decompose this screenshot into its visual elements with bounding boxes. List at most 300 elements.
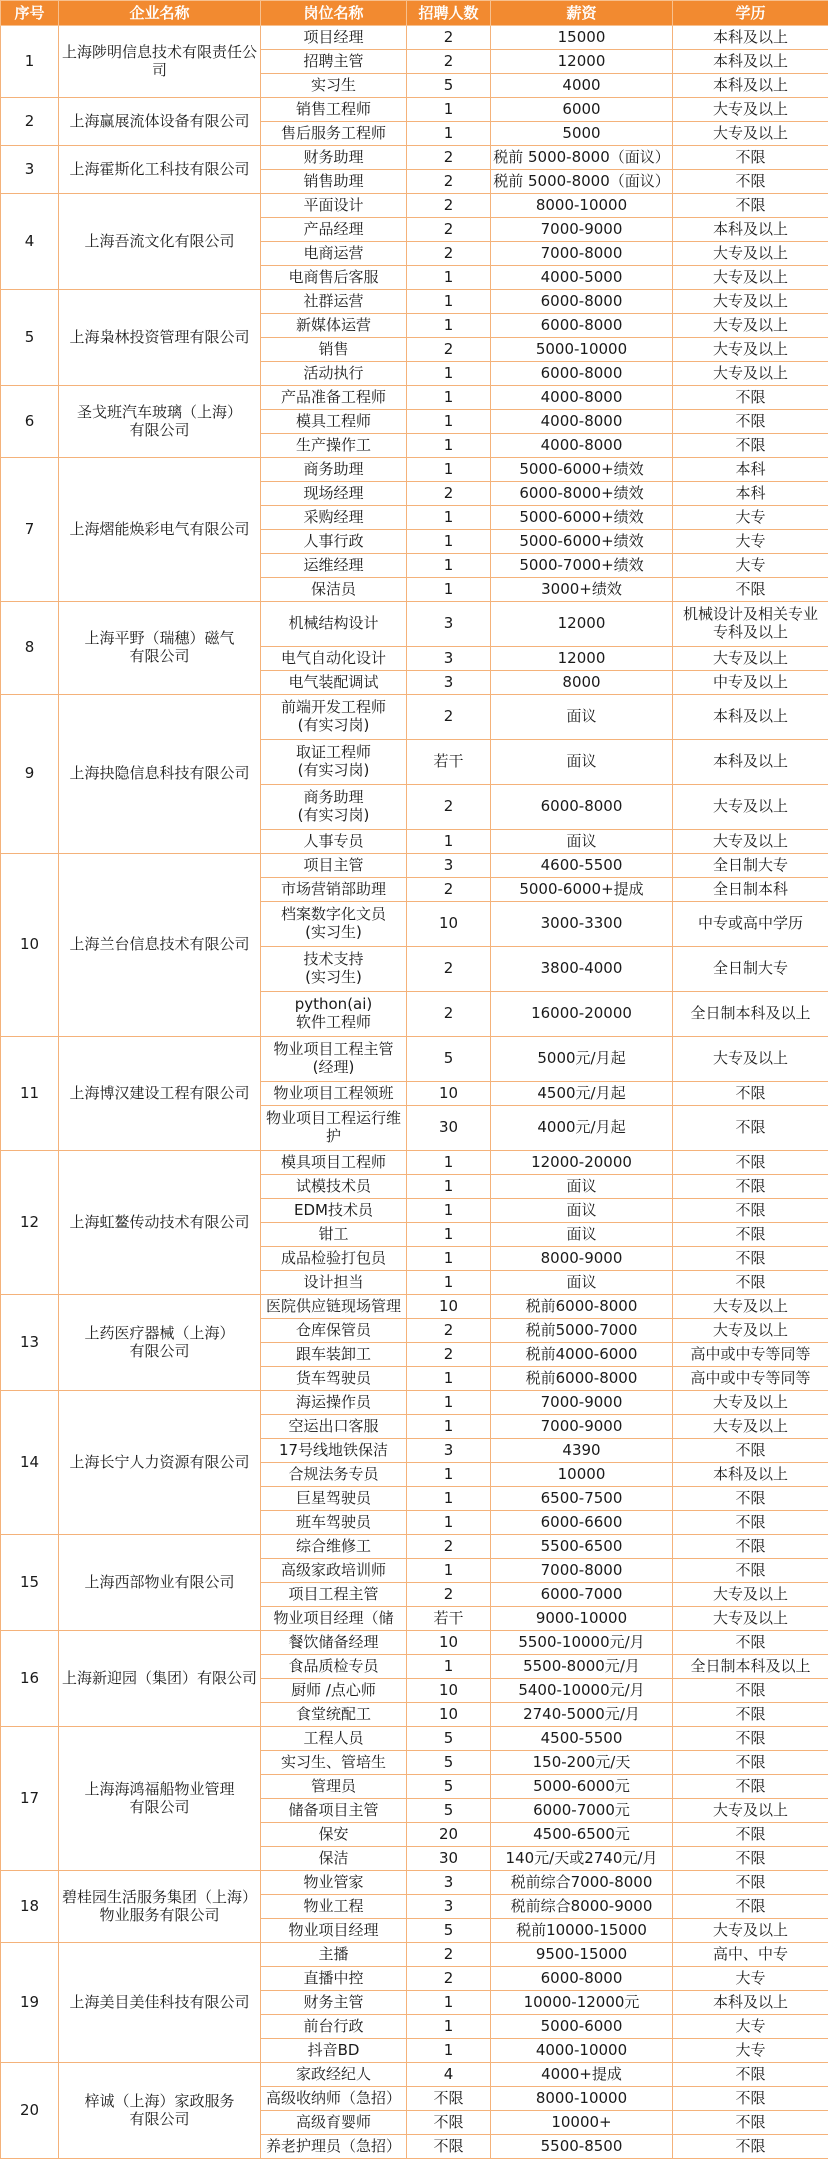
job-salary: 税前10000-15000 xyxy=(491,1919,673,1943)
job-headcount: 5 xyxy=(407,1037,491,1082)
job-position: 货车驾驶员 xyxy=(261,1367,407,1391)
job-salary: 9000-10000 xyxy=(491,1607,673,1631)
job-position: 人事行政 xyxy=(261,530,407,554)
job-position: 17号线地铁保洁 xyxy=(261,1439,407,1463)
header-row xyxy=(1,1,828,26)
job-headcount: 1 xyxy=(407,506,491,530)
company-number: 16 xyxy=(1,1631,59,1727)
company-name: 上海抉隐信息科技有限公司 xyxy=(59,695,261,854)
job-position: 厨师 /点心师 xyxy=(261,1679,407,1703)
company-name: 碧桂园生活服务集团（上海） 物业服务有限公司 xyxy=(59,1871,261,1943)
table-row xyxy=(1,146,828,170)
job-position: 商务助理 (有实习岗) xyxy=(261,785,407,830)
job-education: 不限 xyxy=(673,1439,828,1463)
job-headcount: 1 xyxy=(407,314,491,338)
job-headcount: 1 xyxy=(407,1559,491,1583)
company-name: 上海枭林投资管理有限公司 xyxy=(59,290,261,386)
job-education: 大专 xyxy=(673,1967,828,1991)
header-position: 岗位名称 xyxy=(261,1,407,26)
job-headcount: 10 xyxy=(407,1703,491,1727)
job-education: 本科 xyxy=(673,482,828,506)
job-headcount: 10 xyxy=(407,1295,491,1319)
job-education: 本科及以上 xyxy=(673,50,828,74)
job-salary: 140元/天或2740元/月 xyxy=(491,1847,673,1871)
table-row xyxy=(1,1295,828,1319)
header-headcount: 招聘人数 xyxy=(407,1,491,26)
job-position: 电商运营 xyxy=(261,242,407,266)
job-salary: 面议 xyxy=(491,695,673,740)
job-salary: 15000 xyxy=(491,26,673,50)
job-education: 大专及以上 xyxy=(673,647,828,671)
job-salary: 4390 xyxy=(491,1439,673,1463)
job-headcount: 5 xyxy=(407,1727,491,1751)
job-education: 全日制本科 xyxy=(673,878,828,902)
job-education: 大专及以上 xyxy=(673,290,828,314)
table-row xyxy=(1,1631,828,1655)
table-row xyxy=(1,1727,828,1751)
company-name: 上海霍斯化工科技有限公司 xyxy=(59,146,261,194)
company-number: 3 xyxy=(1,146,59,194)
job-salary: 6000-7000 xyxy=(491,1583,673,1607)
job-education: 不限 xyxy=(673,170,828,194)
job-salary: 5000-6000+绩效 xyxy=(491,458,673,482)
company-name: 上海新迎园（集团）有限公司 xyxy=(59,1631,261,1727)
job-position: 电气装配调试 xyxy=(261,671,407,695)
job-position: 班车驾驶员 xyxy=(261,1511,407,1535)
company-number: 7 xyxy=(1,458,59,602)
job-salary: 税前 5000-8000（面议） xyxy=(491,146,673,170)
job-salary: 5000-6000+提成 xyxy=(491,878,673,902)
job-position: 电商售后客服 xyxy=(261,266,407,290)
job-salary: 税前综合7000-8000 xyxy=(491,1871,673,1895)
job-position: 高级育婴师 xyxy=(261,2111,407,2135)
job-headcount: 1 xyxy=(407,1991,491,2015)
company-number: 11 xyxy=(1,1037,59,1151)
job-education: 本科及以上 xyxy=(673,218,828,242)
company-name: 上海博汉建设工程有限公司 xyxy=(59,1037,261,1151)
job-education: 大专及以上 xyxy=(673,830,828,854)
job-salary: 7000-9000 xyxy=(491,218,673,242)
job-education: 高中、中专 xyxy=(673,1943,828,1967)
company-number: 8 xyxy=(1,602,59,695)
job-salary: 10000+ xyxy=(491,2111,673,2135)
job-position: 电气自动化设计 xyxy=(261,647,407,671)
job-salary: 4000 xyxy=(491,74,673,98)
job-headcount: 1 xyxy=(407,266,491,290)
job-headcount: 2 xyxy=(407,194,491,218)
job-headcount: 2 xyxy=(407,1943,491,1967)
table-row xyxy=(1,1151,828,1175)
job-salary: 10000 xyxy=(491,1463,673,1487)
job-education: 全日制本科及以上 xyxy=(673,1655,828,1679)
table-row xyxy=(1,602,828,647)
job-salary: 6000-7000元 xyxy=(491,1799,673,1823)
job-salary: 6000 xyxy=(491,98,673,122)
job-position: 储备项目主管 xyxy=(261,1799,407,1823)
job-headcount: 1 xyxy=(407,1223,491,1247)
job-headcount: 2 xyxy=(407,146,491,170)
company-name: 上海赢展流体设备有限公司 xyxy=(59,98,261,146)
job-salary: 12000-20000 xyxy=(491,1151,673,1175)
job-salary: 12000 xyxy=(491,647,673,671)
table-row xyxy=(1,1871,828,1895)
job-headcount: 5 xyxy=(407,74,491,98)
job-position: 模具项目工程师 xyxy=(261,1151,407,1175)
job-education: 大专及以上 xyxy=(673,1037,828,1082)
table-row xyxy=(1,98,828,122)
job-education: 大专 xyxy=(673,506,828,530)
job-education: 不限 xyxy=(673,1775,828,1799)
job-education: 不限 xyxy=(673,1487,828,1511)
job-education: 不限 xyxy=(673,1535,828,1559)
job-education: 不限 xyxy=(673,1271,828,1295)
job-headcount: 2 xyxy=(407,878,491,902)
job-headcount: 1 xyxy=(407,362,491,386)
company-number: 17 xyxy=(1,1727,59,1871)
job-salary: 4600-5500 xyxy=(491,854,673,878)
job-headcount: 1 xyxy=(407,1655,491,1679)
header-company: 企业名称 xyxy=(59,1,261,26)
company-number: 2 xyxy=(1,98,59,146)
job-salary: 5500-8000元/月 xyxy=(491,1655,673,1679)
job-headcount: 3 xyxy=(407,1439,491,1463)
job-headcount: 10 xyxy=(407,1631,491,1655)
job-education: 大专 xyxy=(673,530,828,554)
job-position: 物业项目工程领班 xyxy=(261,1082,407,1106)
table-row xyxy=(1,695,828,740)
company-number: 15 xyxy=(1,1535,59,1631)
job-position: 物业管家 xyxy=(261,1871,407,1895)
job-headcount: 2 xyxy=(407,1583,491,1607)
job-headcount: 2 xyxy=(407,218,491,242)
job-position: 家政经纪人 xyxy=(261,2063,407,2087)
job-salary: 150-200元/天 xyxy=(491,1751,673,1775)
job-headcount: 1 xyxy=(407,1391,491,1415)
job-education: 本科 xyxy=(673,458,828,482)
job-education: 本科及以上 xyxy=(673,695,828,740)
job-salary: 10000-12000元 xyxy=(491,1991,673,2015)
job-salary: 5000 xyxy=(491,122,673,146)
job-salary: 12000 xyxy=(491,50,673,74)
job-education: 不限 xyxy=(673,1823,828,1847)
job-headcount: 1 xyxy=(407,290,491,314)
job-headcount: 30 xyxy=(407,1106,491,1151)
job-headcount: 1 xyxy=(407,2039,491,2063)
table-row xyxy=(1,1037,828,1082)
job-salary: 5000元/月起 xyxy=(491,1037,673,1082)
job-position: 钳工 xyxy=(261,1223,407,1247)
job-position: 前台行政 xyxy=(261,2015,407,2039)
job-salary: 4000元/月起 xyxy=(491,1106,673,1151)
job-position: 工程人员 xyxy=(261,1727,407,1751)
job-education: 全日制大专 xyxy=(673,854,828,878)
job-position: 产品经理 xyxy=(261,218,407,242)
job-position: 人事专员 xyxy=(261,830,407,854)
job-headcount: 10 xyxy=(407,1679,491,1703)
header-no: 序号 xyxy=(1,1,59,26)
job-salary: 8000-10000 xyxy=(491,194,673,218)
job-salary: 6000-8000 xyxy=(491,362,673,386)
job-salary: 6000-6600 xyxy=(491,1511,673,1535)
job-education: 不限 xyxy=(673,434,828,458)
job-salary: 面议 xyxy=(491,1199,673,1223)
job-position: 保安 xyxy=(261,1823,407,1847)
job-education: 大专及以上 xyxy=(673,1391,828,1415)
job-headcount: 1 xyxy=(407,1487,491,1511)
table-row xyxy=(1,194,828,218)
job-salary: 面议 xyxy=(491,1223,673,1247)
job-position: 实习生、管培生 xyxy=(261,1751,407,1775)
job-headcount: 2 xyxy=(407,1967,491,1991)
job-salary: 5500-10000元/月 xyxy=(491,1631,673,1655)
job-position: 餐饮储备经理 xyxy=(261,1631,407,1655)
job-salary: 4500-6500元 xyxy=(491,1823,673,1847)
job-position: 平面设计 xyxy=(261,194,407,218)
job-salary: 4000-8000 xyxy=(491,434,673,458)
job-education: 大专及以上 xyxy=(673,785,828,830)
job-salary: 6000-8000 xyxy=(491,290,673,314)
job-position: 医院供应链现场管理 xyxy=(261,1295,407,1319)
job-salary: 5000-10000 xyxy=(491,338,673,362)
job-education: 本科及以上 xyxy=(673,740,828,785)
job-salary: 4500-5500 xyxy=(491,1727,673,1751)
job-position: 保洁 xyxy=(261,1847,407,1871)
job-headcount: 3 xyxy=(407,1871,491,1895)
job-salary: 面议 xyxy=(491,830,673,854)
job-headcount: 5 xyxy=(407,1775,491,1799)
job-education: 不限 xyxy=(673,1175,828,1199)
job-position: 实习生 xyxy=(261,74,407,98)
job-education: 大专及以上 xyxy=(673,122,828,146)
job-salary: 7000-8000 xyxy=(491,242,673,266)
job-education: 大专及以上 xyxy=(673,242,828,266)
job-education: 不限 xyxy=(673,1895,828,1919)
job-position: 抖音BD xyxy=(261,2039,407,2063)
job-salary: 面议 xyxy=(491,1175,673,1199)
job-salary: 7000-9000 xyxy=(491,1391,673,1415)
job-salary: 5000-6000+绩效 xyxy=(491,530,673,554)
job-education: 不限 xyxy=(673,1511,828,1535)
company-name: 上海熠能焕彩电气有限公司 xyxy=(59,458,261,602)
company-number: 10 xyxy=(1,854,59,1037)
job-education: 不限 xyxy=(673,1727,828,1751)
table-row xyxy=(1,290,828,314)
job-education: 本科及以上 xyxy=(673,74,828,98)
job-headcount: 2 xyxy=(407,1535,491,1559)
job-education: 大专及以上 xyxy=(673,1799,828,1823)
job-salary: 2740-5000元/月 xyxy=(491,1703,673,1727)
company-name: 上海平野（瑞穗）磁气 有限公司 xyxy=(59,602,261,695)
job-position: 运维经理 xyxy=(261,554,407,578)
job-education: 全日制本科及以上 xyxy=(673,992,828,1037)
job-headcount: 1 xyxy=(407,98,491,122)
job-position: 管理员 xyxy=(261,1775,407,1799)
job-headcount: 2 xyxy=(407,1343,491,1367)
job-position: 机械结构设计 xyxy=(261,602,407,647)
company-number: 19 xyxy=(1,1943,59,2063)
job-salary: 税前6000-8000 xyxy=(491,1295,673,1319)
job-position: 合规法务专员 xyxy=(261,1463,407,1487)
job-position: 产品准备工程师 xyxy=(261,386,407,410)
job-headcount: 若干 xyxy=(407,1607,491,1631)
job-headcount: 1 xyxy=(407,830,491,854)
job-education: 大专及以上 xyxy=(673,314,828,338)
job-salary: 面议 xyxy=(491,740,673,785)
job-headcount: 2 xyxy=(407,695,491,740)
job-salary: 税前5000-7000 xyxy=(491,1319,673,1343)
job-education: 大专及以上 xyxy=(673,98,828,122)
header-salary: 薪资 xyxy=(491,1,673,26)
job-headcount: 1 xyxy=(407,578,491,602)
job-position: 项目工程主管 xyxy=(261,1583,407,1607)
company-number: 4 xyxy=(1,194,59,290)
job-position: 物业项目经理 xyxy=(261,1919,407,1943)
company-name: 上药医疗器械（上海） 有限公司 xyxy=(59,1295,261,1391)
job-headcount: 1 xyxy=(407,1199,491,1223)
job-headcount: 5 xyxy=(407,1751,491,1775)
job-education: 大专及以上 xyxy=(673,1415,828,1439)
job-position: 取证工程师 (有实习岗) xyxy=(261,740,407,785)
job-salary: 4500元/月起 xyxy=(491,1082,673,1106)
job-position: 空运出口客服 xyxy=(261,1415,407,1439)
table-row xyxy=(1,1535,828,1559)
table-row xyxy=(1,458,828,482)
job-headcount: 2 xyxy=(407,242,491,266)
company-number: 14 xyxy=(1,1391,59,1535)
job-position: 销售 xyxy=(261,338,407,362)
company-name: 上海美目美佳科技有限公司 xyxy=(59,1943,261,2063)
job-headcount: 5 xyxy=(407,1799,491,1823)
job-headcount: 1 xyxy=(407,1151,491,1175)
table-row xyxy=(1,2063,828,2087)
job-position: 设计担当 xyxy=(261,1271,407,1295)
job-headcount: 1 xyxy=(407,1175,491,1199)
job-salary: 4000+提成 xyxy=(491,2063,673,2087)
job-position: 保洁员 xyxy=(261,578,407,602)
job-salary: 7000-9000 xyxy=(491,1415,673,1439)
job-headcount: 1 xyxy=(407,1367,491,1391)
job-education: 全日制大专 xyxy=(673,947,828,992)
job-headcount: 20 xyxy=(407,1823,491,1847)
job-salary: 税前综合8000-9000 xyxy=(491,1895,673,1919)
job-headcount: 不限 xyxy=(407,2111,491,2135)
job-education: 中专及以上 xyxy=(673,671,828,695)
job-education: 高中或中专等同等 xyxy=(673,1343,828,1367)
company-number: 12 xyxy=(1,1151,59,1295)
job-headcount: 2 xyxy=(407,26,491,50)
job-headcount: 3 xyxy=(407,1895,491,1919)
job-position: 社群运营 xyxy=(261,290,407,314)
job-salary: 6000-8000+绩效 xyxy=(491,482,673,506)
job-headcount: 1 xyxy=(407,2015,491,2039)
job-salary: 5500-6500 xyxy=(491,1535,673,1559)
job-education: 本科及以上 xyxy=(673,1463,828,1487)
job-salary: 4000-10000 xyxy=(491,2039,673,2063)
job-headcount: 1 xyxy=(407,458,491,482)
company-name: 上海陟明信息技术有限责任公司 xyxy=(59,26,261,98)
job-position: 养老护理员（急招） xyxy=(261,2135,407,2159)
job-headcount: 不限 xyxy=(407,2087,491,2111)
job-position: 招聘主管 xyxy=(261,50,407,74)
job-salary: 3800-4000 xyxy=(491,947,673,992)
job-education: 大专 xyxy=(673,2039,828,2063)
job-position: 物业项目工程运行维 护 xyxy=(261,1106,407,1151)
job-headcount: 2 xyxy=(407,992,491,1037)
job-headcount: 1 xyxy=(407,1415,491,1439)
job-education: 大专及以上 xyxy=(673,266,828,290)
job-headcount: 3 xyxy=(407,602,491,647)
job-headcount: 1 xyxy=(407,1463,491,1487)
header-education: 学历 xyxy=(673,1,828,26)
job-headcount: 1 xyxy=(407,434,491,458)
job-position: 档案数字化文员 (实习生) xyxy=(261,902,407,947)
job-headcount: 2 xyxy=(407,50,491,74)
job-headcount: 1 xyxy=(407,1247,491,1271)
job-education: 不限 xyxy=(673,1082,828,1106)
job-position: 现场经理 xyxy=(261,482,407,506)
company-number: 18 xyxy=(1,1871,59,1943)
table-row xyxy=(1,854,828,878)
job-salary: 6000-8000 xyxy=(491,314,673,338)
job-position: 新媒体运营 xyxy=(261,314,407,338)
job-headcount: 1 xyxy=(407,1511,491,1535)
job-headcount: 1 xyxy=(407,122,491,146)
job-salary: 6500-7500 xyxy=(491,1487,673,1511)
job-headcount: 3 xyxy=(407,854,491,878)
job-position: 物业项目工程主管 (经理) xyxy=(261,1037,407,1082)
job-education: 不限 xyxy=(673,1151,828,1175)
company-number: 1 xyxy=(1,26,59,98)
job-headcount: 10 xyxy=(407,1082,491,1106)
job-salary: 16000-20000 xyxy=(491,992,673,1037)
job-education: 不限 xyxy=(673,2063,828,2087)
job-salary: 5000-6000+绩效 xyxy=(491,506,673,530)
job-education: 不限 xyxy=(673,1751,828,1775)
job-education: 不限 xyxy=(673,1871,828,1895)
job-salary: 税前4000-6000 xyxy=(491,1343,673,1367)
job-salary: 4000-8000 xyxy=(491,386,673,410)
job-headcount: 1 xyxy=(407,386,491,410)
job-education: 不限 xyxy=(673,194,828,218)
job-salary: 8000-10000 xyxy=(491,2087,673,2111)
job-position: 物业工程 xyxy=(261,1895,407,1919)
company-number: 20 xyxy=(1,2063,59,2159)
job-salary: 6000-8000 xyxy=(491,785,673,830)
job-headcount: 2 xyxy=(407,1319,491,1343)
job-headcount: 3 xyxy=(407,671,491,695)
job-position: 物业项目经理（储 xyxy=(261,1607,407,1631)
job-education: 大专及以上 xyxy=(673,1919,828,1943)
job-position: 采购经理 xyxy=(261,506,407,530)
job-position: 售后服务工程师 xyxy=(261,122,407,146)
job-headcount: 30 xyxy=(407,1847,491,1871)
company-name: 上海长宁人力资源有限公司 xyxy=(59,1391,261,1535)
job-education: 不限 xyxy=(673,1199,828,1223)
job-position: 食品质检专员 xyxy=(261,1655,407,1679)
table-body xyxy=(1,26,828,2159)
job-position: 销售助理 xyxy=(261,170,407,194)
job-position: 商务助理 xyxy=(261,458,407,482)
job-education: 大专及以上 xyxy=(673,1295,828,1319)
job-position: 食堂统配工 xyxy=(261,1703,407,1727)
job-education: 本科及以上 xyxy=(673,26,828,50)
company-number: 13 xyxy=(1,1295,59,1391)
job-salary: 税前6000-8000 xyxy=(491,1367,673,1391)
job-salary: 3000-3300 xyxy=(491,902,673,947)
job-salary: 5400-10000元/月 xyxy=(491,1679,673,1703)
job-salary: 3000+绩效 xyxy=(491,578,673,602)
job-position: 前端开发工程师 (有实习岗) xyxy=(261,695,407,740)
